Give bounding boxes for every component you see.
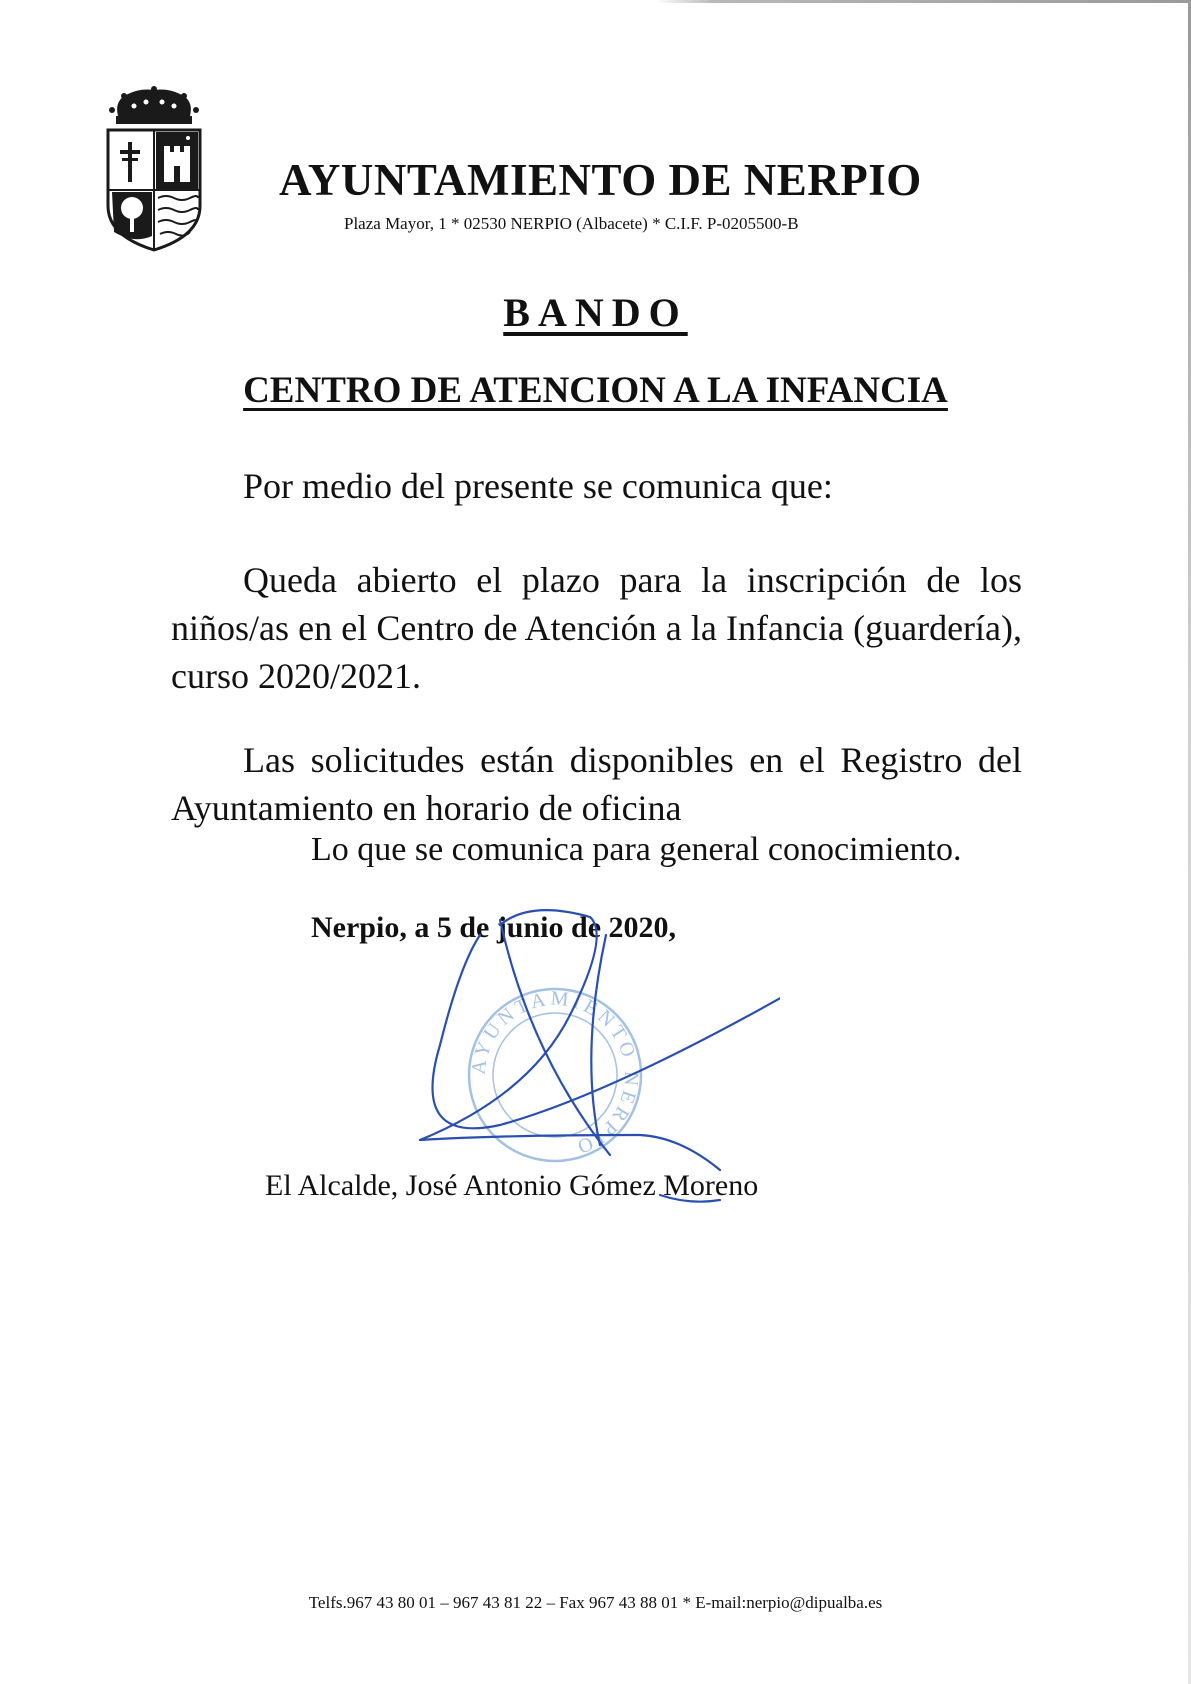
scan-edge-top [0, 0, 1191, 3]
coat-of-arms-icon [104, 86, 204, 252]
paragraph-enrollment: Queda abierto el plazo para la inscripción de los niños/as en el Centro de Atención a la Infancia (guardería), curso 2020/2021. [171, 560, 1022, 696]
document-heading: BANDO [503, 290, 688, 335]
signature-scribble-icon [420, 910, 780, 1202]
municipality-title: AYUNTAMIENTO DE NERPIO [279, 155, 922, 205]
intro-line: Por medio del presente se comunica que: [243, 466, 833, 506]
footer-contact: Telfs.967 43 80 01 – 967 43 81 22 – Fax 967 43 88 01 * E-mail:nerpio@dipualba.es [308, 1593, 883, 1612]
paragraph-applications: Las solicitudes están disponibles en el Registro del Ayuntamiento en horario de oficina [171, 740, 1022, 828]
date-line: Nerpio, a 5 de junio de 2020, [311, 911, 677, 944]
closing-line: Lo que se comunica para general conocimiento. [311, 831, 962, 868]
document-subject: CENTRO DE ATENCION A LA INFANCIA [243, 370, 948, 411]
stamp-text: AYUNTAMIENTO NERPIO [467, 987, 643, 1160]
municipality-address: Plaza Mayor, 1 * 02530 NERPIO (Albacete) * C.I.F. P-0205500-B [344, 214, 799, 233]
signatory-line: El Alcalde, José Antonio Gómez Moreno [265, 1169, 759, 1202]
